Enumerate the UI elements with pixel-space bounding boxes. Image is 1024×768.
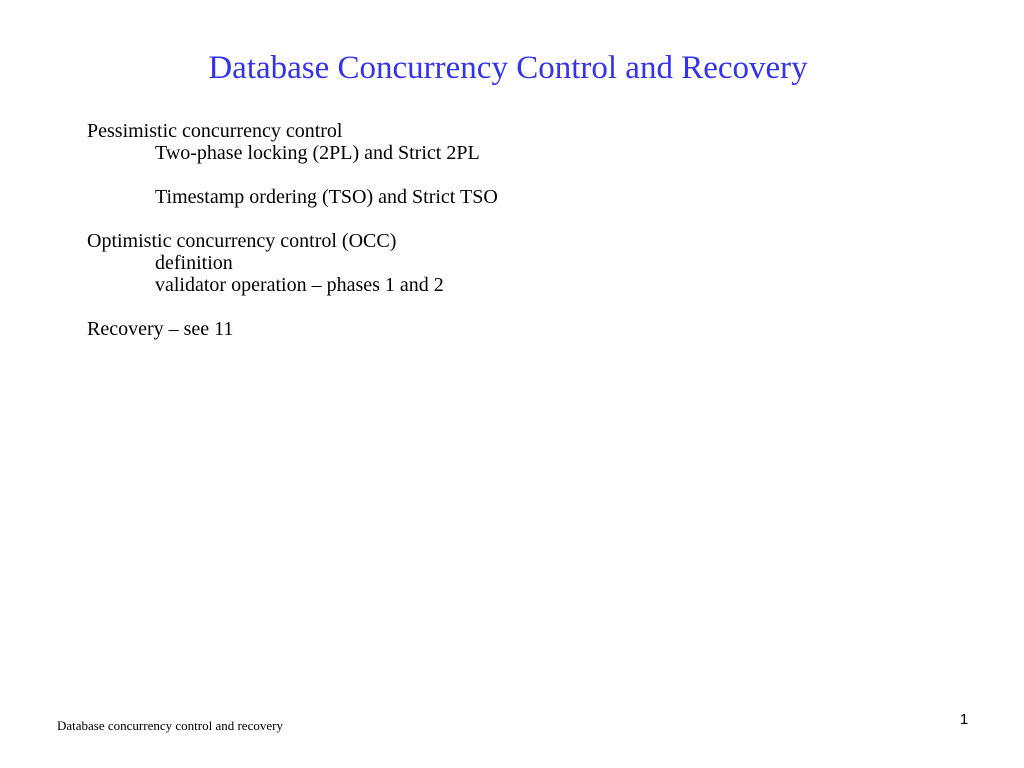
- slide-outline: [87, 120, 498, 340]
- slide-title: Database Concurrency Control and Recovery: [208, 50, 808, 86]
- page-number: 1: [959, 711, 969, 728]
- outline-spacer: [87, 164, 498, 186]
- outline-subitem-2pl: Two-phase locking (2PL) and Strict 2PL: [155, 142, 480, 164]
- outline-spacer: [87, 208, 498, 230]
- outline-item-optimistic: Optimistic concurrency control (OCC): [87, 230, 397, 252]
- outline-subitem-tso: Timestamp ordering (TSO) and Strict TSO: [155, 186, 498, 208]
- outline-subitem-validator: validator operation – phases 1 and 2: [155, 274, 444, 296]
- outline-subitem-definition: definition: [155, 252, 233, 274]
- outline-item-recovery: Recovery – see 11: [87, 318, 234, 340]
- footer-caption: Database concurrency control and recovery: [57, 718, 283, 733]
- outline-spacer: [87, 296, 498, 318]
- outline-item-pessimistic: Pessimistic concurrency control: [87, 120, 343, 142]
